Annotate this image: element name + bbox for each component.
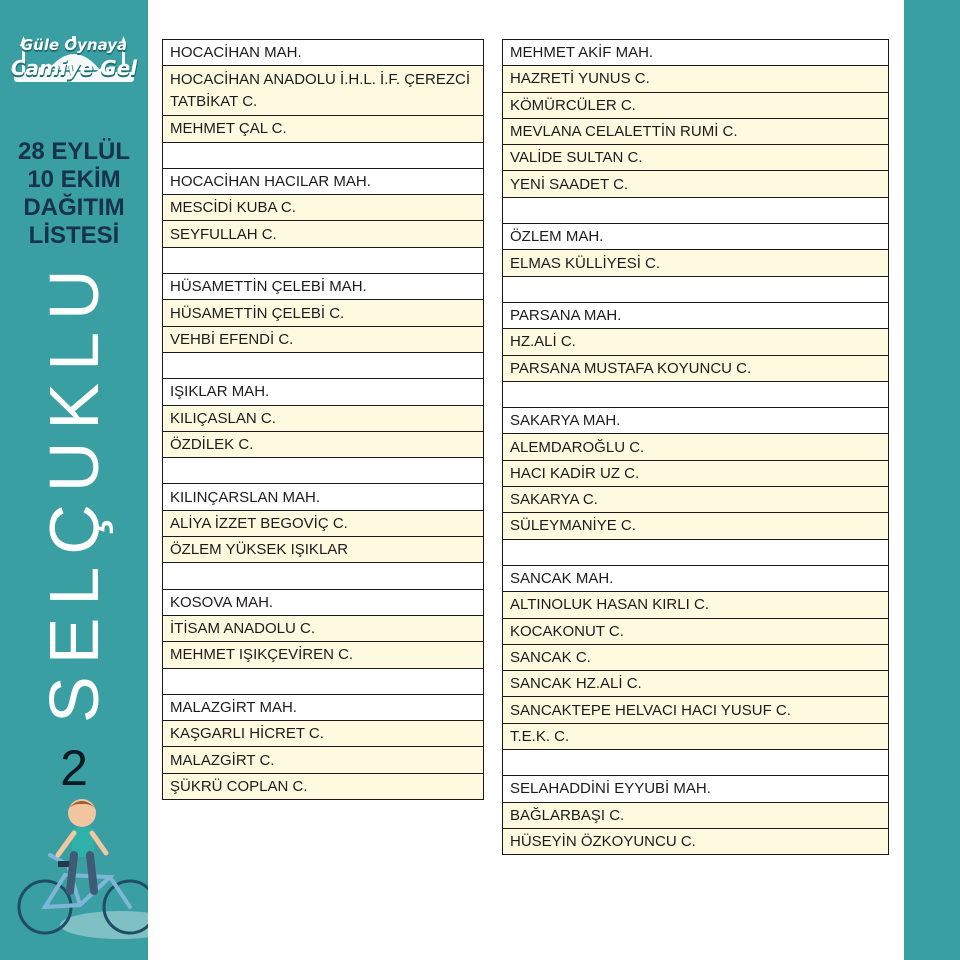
list-item: PARSANA MUSTAFA KOYUNCU C. [503,356,888,382]
list-item: SELAHADDİNİ EYYUBİ MAH. [503,776,888,802]
list-item: KOCAKONUT C. [503,619,888,645]
list-item: MEHMET ÇAL C. [163,116,483,142]
list-item: HZ.ALİ C. [503,329,888,355]
list-item: ALTINOLUK HASAN KIRLI C. [503,592,888,618]
boy-on-bicycle-illustration [10,795,148,945]
list-item: PARSANA MAH. [503,303,888,329]
street-list-column-1 [162,39,484,800]
list-item: YENİ SAADET C. [503,171,888,197]
list-item: İTİSAM ANADOLU C. [163,616,483,642]
list-item: SAKARYA MAH. [503,408,888,434]
title-line: 10 EKİM [27,166,121,193]
right-decorative-strip [904,0,960,960]
title-line: 28 EYLÜL [17,138,131,165]
list-item: SANCAKTEPE HELVACI HACI YUSUF C. [503,697,888,723]
logo-text-line1: Güle Oynaya [20,36,128,54]
list-item: KILINÇARSLAN MAH. [163,484,483,510]
list-item: HÜSEYİN ÖZKOYUNCU C. [503,829,888,855]
list-spacer-row [503,540,888,566]
list-item: ÖZLEM YÜKSEK IŞIKLAR [163,537,483,563]
list-item: MEVLANA CELALETTİN RUMİ C. [503,119,888,145]
list-item: ALEMDAROĞLU C. [503,434,888,460]
list-item: ELMAS KÜLLİYESİ C. [503,250,888,276]
list-item: SANCAK C. [503,645,888,671]
list-item: BAĞLARBAŞI C. [503,803,888,829]
list-item: ŞÜKRÜ COPLAN C. [163,774,483,800]
list-item: MEHMET AKİF MAH. [503,40,888,66]
list-spacer-row [163,669,483,695]
list-item: T.E.K. C. [503,724,888,750]
list-item: MEHMET IŞIKÇEVİREN C. [163,642,483,668]
list-spacer-row [503,198,888,224]
list-item: ÖZDİLEK C. [163,432,483,458]
list-item: VEHBİ EFENDİ C. [163,327,483,353]
street-list-column-2 [502,39,889,855]
list-item: HAZRETİ YUNUS C. [503,66,888,92]
list-item: SEYFULLAH C. [163,221,483,247]
list-spacer-row [163,248,483,274]
list-item: HOCACİHAN ANADOLU İ.H.L. İ.F. ÇEREZCİ TATBİKAT C. [163,66,483,116]
list-item: KAŞGARLI HİCRET C. [163,721,483,747]
list-item: HOCACİHAN HACILAR MAH. [163,169,483,195]
list-spacer-row [503,750,888,776]
list-spacer-row [503,277,888,303]
distribution-title [0,138,148,250]
list-item: ALİYA İZZET BEGOVİÇ C. [163,511,483,537]
list-spacer-row [163,353,483,379]
list-item: HÜSAMETTİN ÇELEBİ MAH. [163,274,483,300]
list-spacer-row [503,382,888,408]
list-item: KILIÇASLAN C. [163,406,483,432]
list-item: SAKARYA C. [503,487,888,513]
list-item: HÜSAMETTİN ÇELEBİ C. [163,300,483,326]
list-item: HOCACİHAN MAH. [163,40,483,66]
list-item: MESCİDİ KUBA C. [163,195,483,221]
list-item: KÖMÜRCÜLER C. [503,93,888,119]
title-line: LİSTESİ [28,222,120,249]
list-item: VALİDE SULTAN C. [503,145,888,171]
district-name: SELÇUKLU [35,257,113,723]
list-item: ÖZLEM MAH. [503,224,888,250]
page-number: 2 [60,740,88,796]
logo-text-line2: Camiye Gel [10,56,138,80]
title-line: DAĞITIM [23,194,125,221]
list-item: MALAZGİRT MAH. [163,695,483,721]
list-item: HACI KADİR UZ C. [503,461,888,487]
list-item: IŞIKLAR MAH. [163,379,483,405]
list-spacer-row [163,458,483,484]
list-spacer-row [163,563,483,589]
list-spacer-row [163,143,483,169]
list-item: SANCAK HZ.ALİ C. [503,671,888,697]
list-item: MALAZGİRT C. [163,747,483,773]
list-item: KOSOVA MAH. [163,590,483,616]
left-sidebar [0,0,148,960]
list-item: SÜLEYMANİYE C. [503,513,888,539]
list-item: SANCAK MAH. [503,566,888,592]
